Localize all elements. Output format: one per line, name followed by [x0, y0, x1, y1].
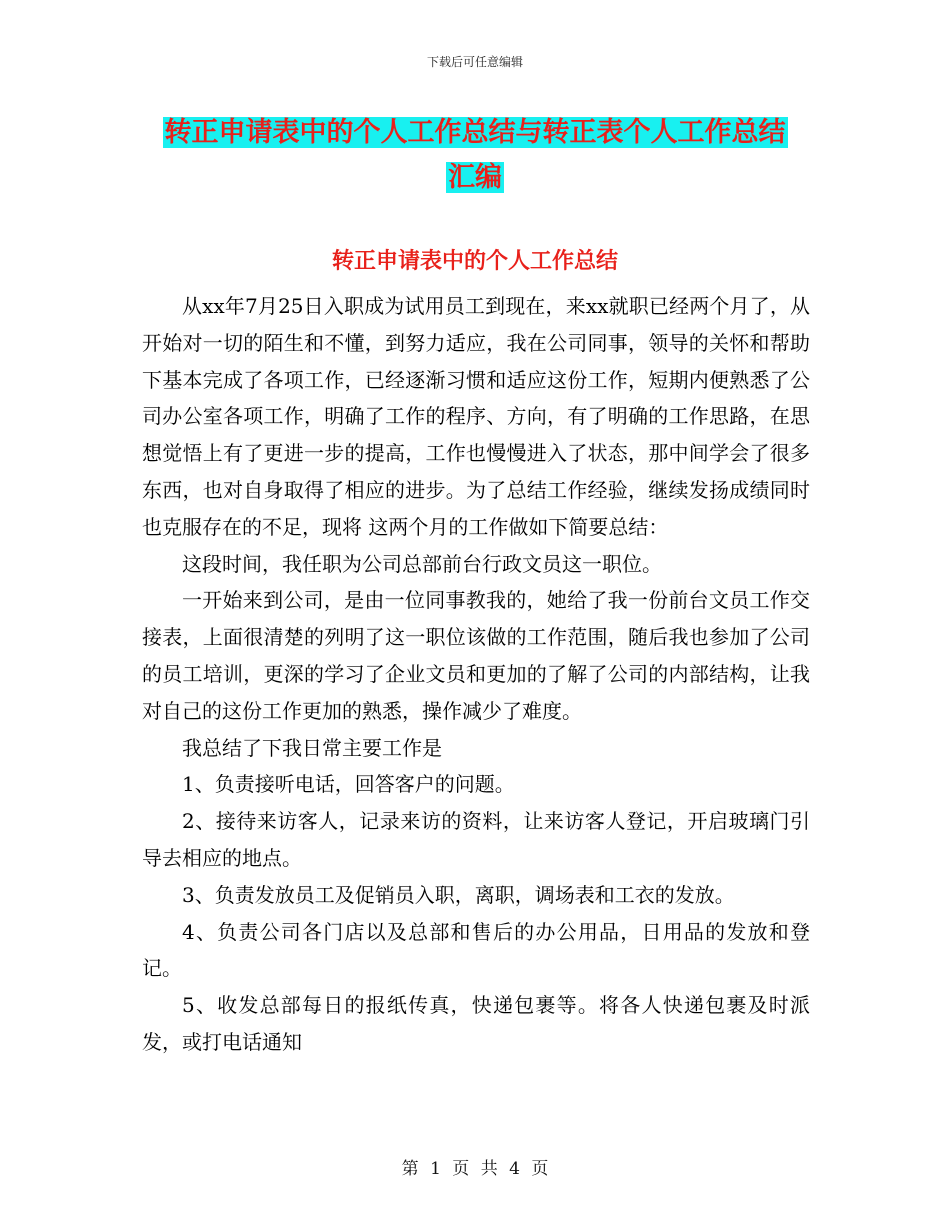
list-item: 5、收发总部每日的报纸传真，快递包裹等。将各人快递包裹及时派发，或打电话通知 [142, 993, 810, 1054]
list-item: 2、接待来访客人，记录来访的资料，让来访客人登记，开启玻璃门引导去相应的地点。 [142, 809, 810, 870]
list-item: 3、负责发放员工及促销员入职，离职，调场表和工衣的发放。 [182, 882, 735, 907]
paragraph: 一开始来到公司，是由一位同事教我的，她给了我一份前台文员工作交接表，上面很清楚的列明了这一职位该做的工作范围，随后我也参加了公司的员工培训，更深的学习了企业文员和更加的了解了公司的内部结构，让我对自己的这份工作更加的熟悉，操作减少了难度。 [142, 588, 810, 723]
main-title-line-1: 转正申请表中的个人工作总结与转正表个人工作总结 [164, 117, 786, 148]
page-number-footer: 第 1 页 共 4 页 [401, 1159, 549, 1179]
paragraph: 从xx年7月25日入职成为试用员工到现在，来xx就职已经两个月了，从开始对一切的陌生和不懂，到努力适应，我在公司同事，领导的关怀和帮助下基本完成了各项工作，已经逐渐习惯和适应这份工作，短期内便熟悉了公司办公室各项工作，明确了工作的程序、方向，有了明确的工作思路，在思想觉悟上有了更进一步的提高，工作也慢慢进入了状态，那中间学会了很多东西，也对自身取得了相应的进步。为了总结工作经验，继续发扬成绩同时也克服存在的不足，现将 这两个月的工作做如下简要总结： [142, 294, 810, 539]
section-title: 转正申请表中的个人工作总结 [331, 249, 618, 274]
main-title-line-2: 汇编 [448, 162, 502, 193]
paragraph: 我总结了下我日常主要工作是 [182, 735, 442, 760]
document-main-title [0, 110, 950, 200]
document-body [142, 288, 810, 1061]
header-note: 下载后可任意编辑 [426, 55, 523, 69]
list-item: 1、负责接听电话，回答客户的问题。 [182, 772, 515, 797]
paragraph: 这段时间，我任职为公司总部前台行政文员这一职位。 [182, 551, 662, 576]
list-item: 4、负责公司各门店以及总部和售后的办公用品，日用品的发放和登记。 [142, 919, 810, 981]
